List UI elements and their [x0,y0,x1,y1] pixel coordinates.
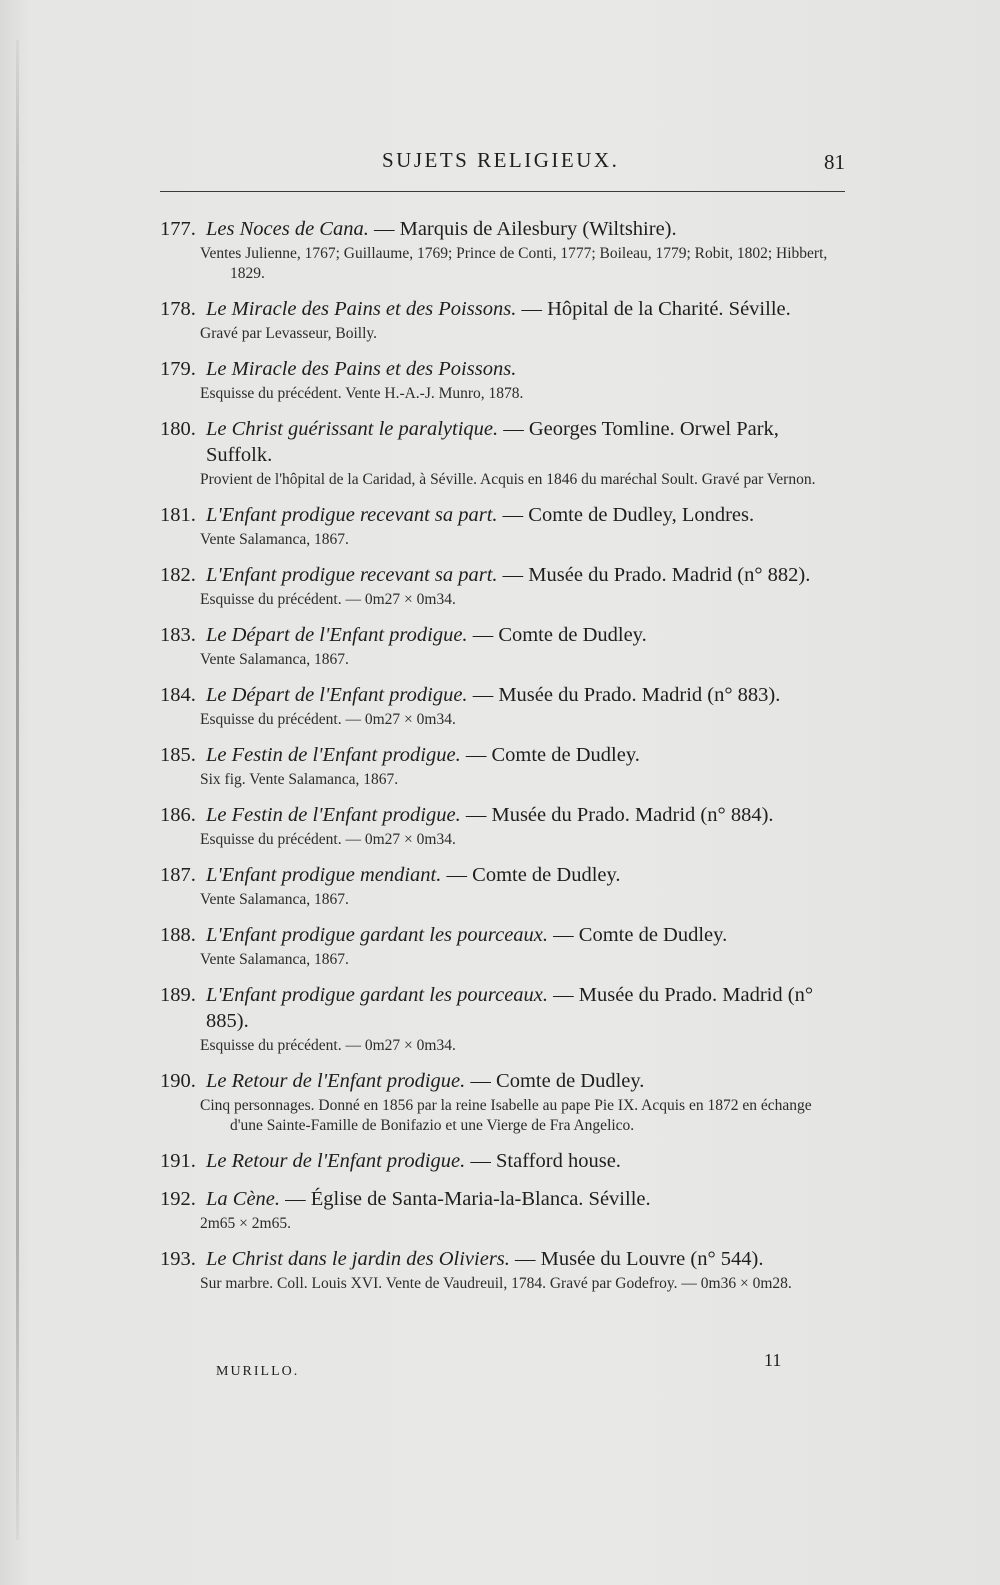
entry-note: Sur marbre. Coll. Louis XVI. Vente de Vaudreuil, 1784. Gravé par Godefroy. — 0m36 × 0m28. [200,1275,792,1292]
entry-title: Le Festin de l'Enfant prodigue. [206,744,461,766]
entry-number: 188. [160,924,196,946]
catalogue-entry [160,562,845,610]
entry-number: 184. [160,684,196,706]
entry-location: — Musée du Prado. Madrid (n° 884). [460,804,774,826]
entry-number: 178. [160,298,196,320]
entry-number: 187. [160,864,196,886]
binding-shadow [16,40,19,1540]
signature-mark: MURILLO. [216,1364,300,1379]
entry-main-line [160,296,845,322]
entry-main-line [160,862,845,888]
entry-note: Esquisse du précédent. — 0m27 × 0m34. [200,1037,456,1054]
entry-title: Le Départ de l'Enfant prodigue. [206,624,468,646]
entry-main-line [160,1068,845,1094]
entry-title: Le Retour de l'Enfant prodigue. [206,1150,466,1172]
catalogue-entry [160,922,845,970]
entry-note: Ventes Julienne, 1767; Guillaume, 1769; Prince de Conti, 1777; Boileau, 1779; Robit, 1802; Hibbert, 1829. [200,245,828,282]
catalogue-entry [160,502,845,550]
entry-main-line [160,922,845,948]
entry-number: 180. [160,418,196,440]
entry-number: 186. [160,804,196,826]
entry-title: L'Enfant prodigue recevant sa part. [206,564,498,586]
page-number: 81 [824,150,845,174]
entry-number: 185. [160,744,196,766]
entry-note: Cinq personnages. Donné en 1856 par la reine Isabelle au pape Pie IX. Acquis en 1872 en échange d'une Sainte-Famille de Bonifazio et une Vierge de Fra Angelico. [200,1097,812,1134]
entry-title: L'Enfant prodigue gardant les pourceaux. [206,984,549,1006]
entry-note: Vente Salamanca, 1867. [200,891,349,908]
entry-main-line [160,1186,845,1212]
entry-number: 182. [160,564,196,586]
entry-location: — Musée du Louvre (n° 544). [509,1248,764,1270]
entry-note: Vente Salamanca, 1867. [200,531,349,548]
entry-title: Le Miracle des Pains et des Poissons. [206,298,517,320]
entry-number: 190. [160,1070,196,1092]
entry-main-line [160,502,845,528]
entry-title: Le Départ de l'Enfant prodigue. [206,684,468,706]
entry-note: Gravé par Levasseur, Boilly. [200,325,377,342]
entry-location: — Comte de Dudley. [467,624,647,646]
entry-number: 193. [160,1248,196,1270]
entry-location: — Musée du Prado. Madrid (n° 883). [467,684,781,706]
entry-location: — Comte de Dudley. [460,744,640,766]
entry-note: Vente Salamanca, 1867. [200,651,349,668]
entry-title: L'Enfant prodigue gardant les pourceaux. [206,924,549,946]
entry-number: 192. [160,1188,196,1210]
entry-main-line [160,682,845,708]
entry-location: — Comte de Dudley. [465,1070,645,1092]
catalogue-entry [160,416,845,490]
entry-number: 177. [160,218,196,240]
entry-title: Les Noces de Cana. [206,218,369,240]
entry-note: 2m65 × 2m65. [200,1215,291,1232]
catalogue-entry [160,682,845,730]
catalogue-entry [160,802,845,850]
catalogue-entry [160,1246,845,1294]
entry-location: — Comte de Dudley. [548,924,728,946]
entry-note: Six fig. Vente Salamanca, 1867. [200,771,399,788]
header-rule [160,191,845,192]
entry-location: — Musée du Prado. Madrid (n° 885). [206,984,814,1032]
entry-note: Esquisse du précédent. — 0m27 × 0m34. [200,591,456,608]
entry-main-line [160,356,845,382]
entry-location: — Georges Tomline. Orwel Park, Suffolk. [206,418,779,466]
entry-main-line [160,802,845,828]
entry-main-line [160,1148,845,1174]
catalogue-entry [160,1148,845,1174]
entry-main-line [160,562,845,588]
entry-number: 189. [160,984,196,1006]
catalogue-entry [160,742,845,790]
entry-title: Le Miracle des Pains et des Poissons. [206,358,517,380]
entry-title: Le Christ dans le jardin des Oliviers. [206,1248,510,1270]
entry-number: 183. [160,624,196,646]
entry-number: 181. [160,504,196,526]
entry-location: — Comte de Dudley, Londres. [497,504,755,526]
entry-main-line [160,1246,845,1272]
entry-note: Esquisse du précédent. — 0m27 × 0m34. [200,711,456,728]
entry-location: — Comte de Dudley. [441,864,621,886]
entry-title: Le Festin de l'Enfant prodigue. [206,804,461,826]
entry-location: — Hôpital de la Charité. Séville. [516,298,791,320]
entry-main-line [160,742,845,768]
entry-note: Vente Salamanca, 1867. [200,951,349,968]
entry-main-line [160,622,845,648]
catalogue-entry [160,862,845,910]
catalogue-entry [160,356,845,404]
entry-note: Provient de l'hôpital de la Caridad, à Séville. Acquis en 1846 du maréchal Soult. Gravé par Vernon. [200,471,816,488]
catalogue-entry [160,296,845,344]
catalogue-entry [160,1186,845,1234]
entry-location: — Musée du Prado. Madrid (n° 882). [497,564,811,586]
entry-location: — Marquis de Ailesbury (Wiltshire). [368,218,677,240]
entry-title: L'Enfant prodigue recevant sa part. [206,504,498,526]
page-header [160,148,845,178]
catalogue-entry [160,982,845,1056]
entry-note: Esquisse du précédent. — 0m27 × 0m34. [200,831,456,848]
entry-location: — Église de Santa-Maria-la-Blanca. Séville. [280,1188,651,1210]
entry-number: 191. [160,1150,196,1172]
entry-main-line [160,416,845,468]
catalogue-entry [160,1068,845,1136]
entry-main-line [160,216,845,242]
entry-title: La Cène. [206,1188,281,1210]
running-title: SUJETS RELIGIEUX. [382,148,620,172]
entry-note: Esquisse du précédent. Vente H.-A.-J. Munro, 1878. [200,385,524,402]
catalogue-entry [160,216,845,284]
catalogue-entries [160,216,845,1306]
catalogue-entry [160,622,845,670]
entry-main-line [160,982,845,1034]
entry-number: 179. [160,358,196,380]
entry-title: Le Retour de l'Enfant prodigue. [206,1070,466,1092]
entry-title: Le Christ guérissant le paralytique. [206,418,499,440]
entry-location: — Stafford house. [465,1150,621,1172]
sheet-number: 11 [764,1350,782,1370]
entry-title: L'Enfant prodigue mendiant. [206,864,442,886]
